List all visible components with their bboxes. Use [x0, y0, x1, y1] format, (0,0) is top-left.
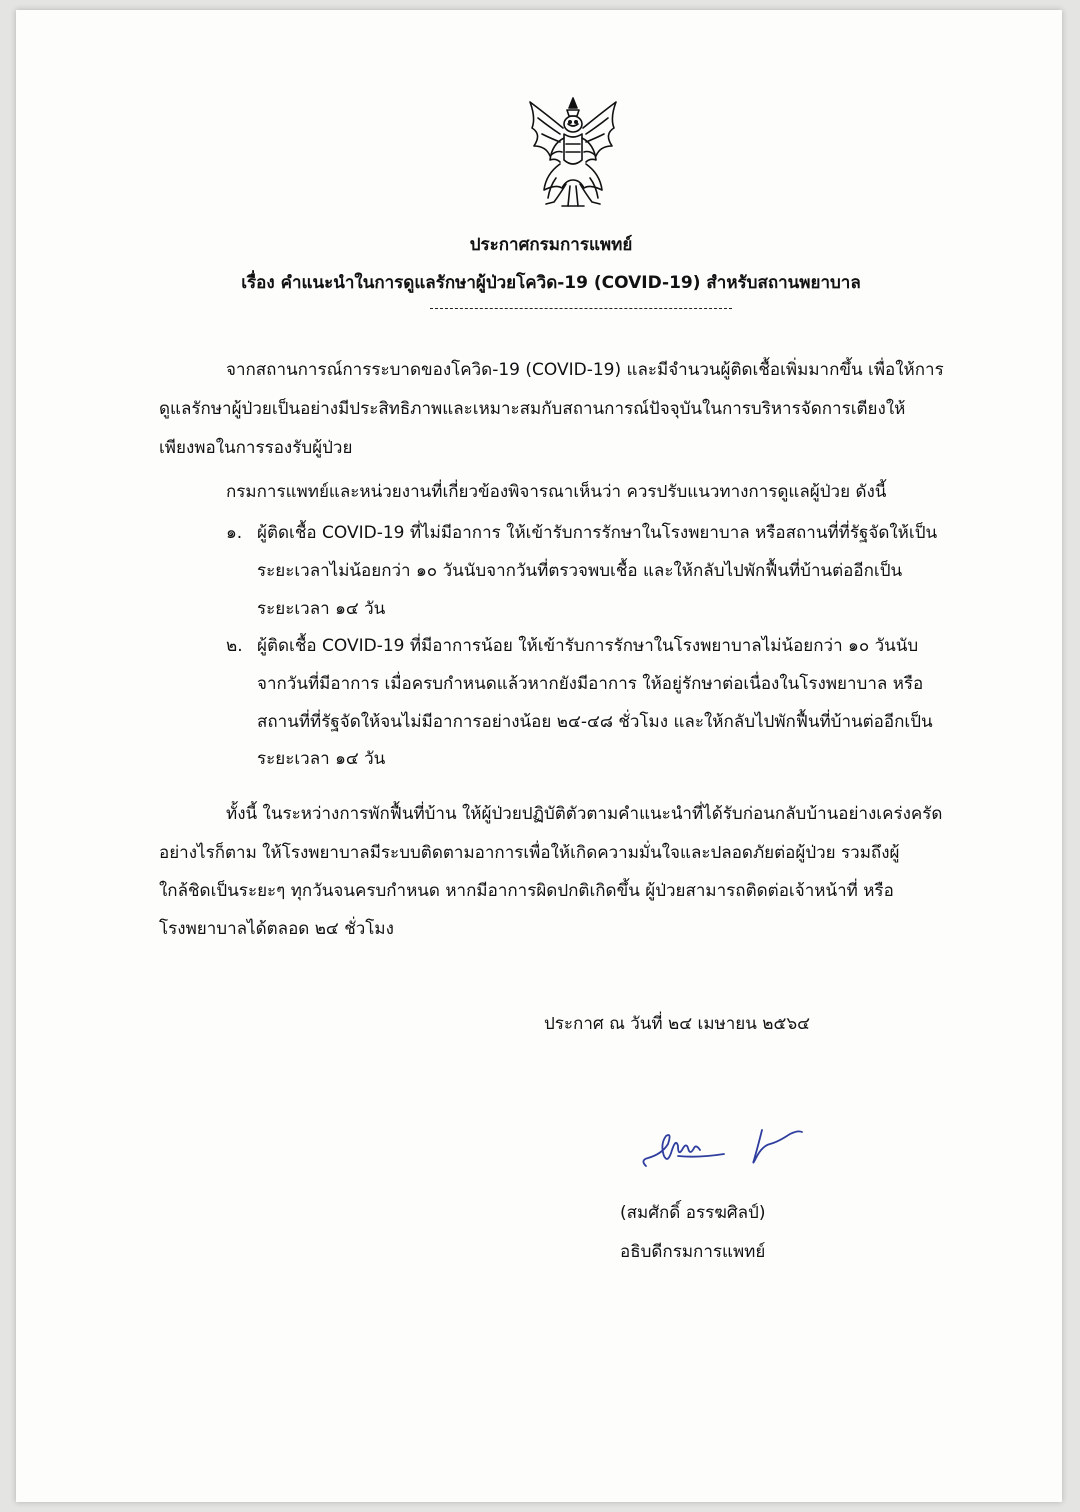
- item-line: ผู้ติดเชื้อ COVID-19 ที่มีอาการน้อย ให้เข้ารับการรักษาในโรงพยาบาลไม่น้อยกว่า ๑๐ วันนับ: [257, 636, 919, 656]
- announcement-subject: เรื่อง คำแนะนำในการดูแลรักษาผู้ป่วยโควิด-19 (COVID-19) สำหรับสถานพยาบาล: [241, 273, 861, 293]
- lead-line: กรมการแพทย์และหน่วยงานที่เกี่ยวข้องพิจารณาเห็นว่า ควรปรับแนวทางการดูแลผู้ป่วย ดังนี้: [226, 482, 887, 502]
- item-line: สถานที่ที่รัฐจัดให้จนไม่มีอาการอย่างน้อย ๒๔-๔๘ ชั่วโมง และให้กลับไปพักฟื้นที่บ้านต่ออีกเป็น: [257, 712, 933, 732]
- item-number: ๒.: [226, 636, 243, 656]
- closing-line: โรงพยาบาลได้ตลอด ๒๔ ชั่วโมง: [159, 919, 394, 939]
- item-line: ผู้ติดเชื้อ COVID-19 ที่ไม่มีอาการ ให้เข้ารับการรักษาในโรงพยาบาล หรือสถานที่ที่รัฐจัดให้เป็น: [257, 523, 938, 543]
- intro-line: ดูแลรักษาผู้ป่วยเป็นอย่างมีประสิทธิภาพและเหมาะสมกับสถานการณ์ปัจจุบันในการบริหารจัดการเตียงให้: [159, 399, 906, 419]
- handwritten-signature: [638, 1110, 818, 1180]
- item-line: ระยะเวลา ๑๔ วัน: [257, 749, 386, 769]
- closing-line: ใกล้ชิดเป็นระยะๆ ทุกวันจนครบกำหนด หากมีอาการผิดปกติเกิดขึ้น ผู้ป่วยสามารถติดต่อเจ้าหน้าที่ หรือ: [159, 881, 894, 901]
- signatory-name: (สมศักดิ์ อรรฆศิลป์): [620, 1203, 766, 1223]
- title-divider: [430, 308, 732, 309]
- garuda-emblem-icon: [516, 94, 630, 210]
- closing-line: ทั้งนี้ ในระหว่างการพักฟื้นที่บ้าน ให้ผู้ป่วยปฏิบัติตัวตามคำแนะนำที่ได้รับก่อนกลับบ้านอย่างเคร่งครัด: [226, 804, 943, 824]
- item-line: ระยะเวลาไม่น้อยกว่า ๑๐ วันนับจากวันที่ตรวจพบเชื้อ และให้กลับไปพักฟื้นที่บ้านต่ออีกเป็น: [257, 561, 903, 581]
- closing-line: อย่างไรก็ตาม ให้โรงพยาบาลมีระบบติดตามอาการเพื่อให้เกิดความมั่นใจและปลอดภัยต่อผู้ป่วย รวมถึงผู้: [159, 843, 900, 863]
- intro-line: จากสถานการณ์การระบาดของโควิด-19 (COVID-19) และมีจำนวนผู้ติดเชื้อเพิ่มมากขึ้น เพื่อให้การ: [226, 360, 944, 380]
- item-line: จากวันที่มีอาการ เมื่อครบกำหนดแล้วหากยังมีอาการ ให้อยู่รักษาต่อเนื่องในโรงพยาบาล หรือ: [257, 674, 924, 694]
- document-page: [16, 10, 1062, 1502]
- announcement-date: ประกาศ ณ วันที่ ๒๔ เมษายน ๒๕๖๔: [544, 1014, 810, 1034]
- announcement-title: ประกาศกรมการแพทย์: [469, 235, 633, 255]
- intro-line: เพียงพอในการรองรับผู้ป่วย: [159, 438, 353, 458]
- item-number: ๑.: [226, 523, 243, 543]
- signatory-title: อธิบดีกรมการแพทย์: [620, 1242, 766, 1262]
- item-line: ระยะเวลา ๑๔ วัน: [257, 599, 386, 619]
